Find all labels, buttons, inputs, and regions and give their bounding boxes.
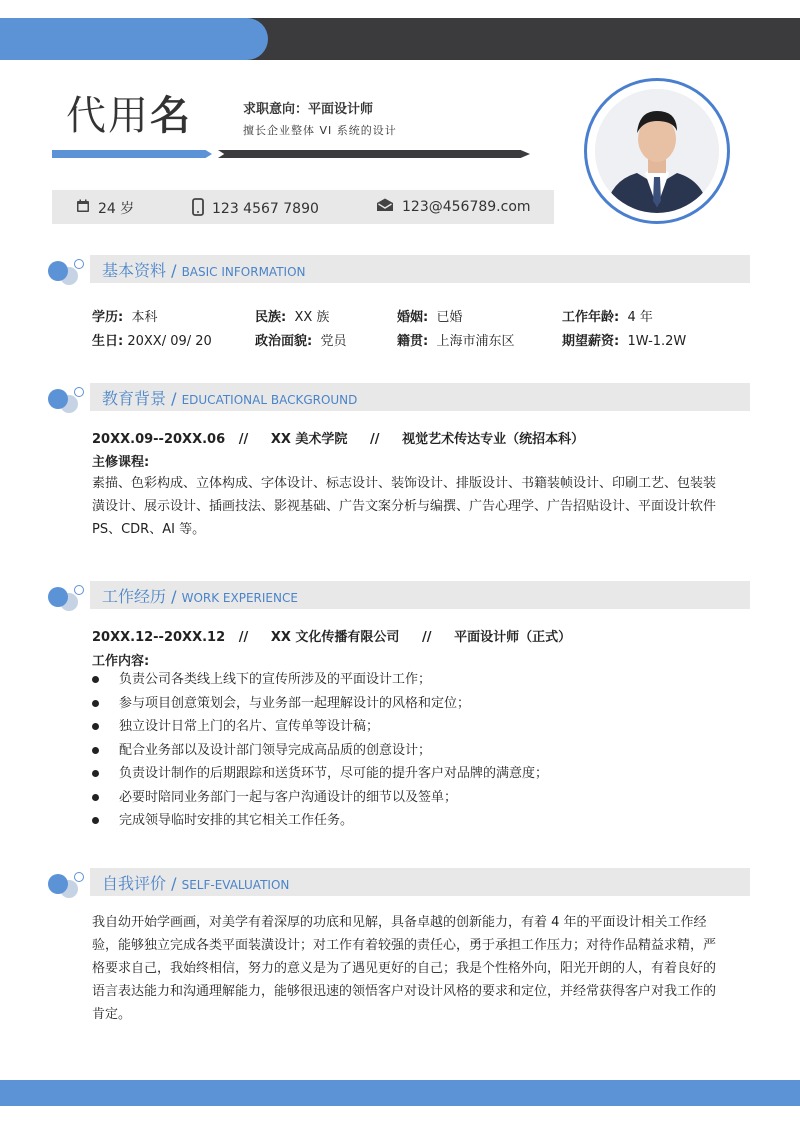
list-item: 独立设计日常上门的名片、宣传单等设计稿； bbox=[92, 717, 548, 741]
decor-circle bbox=[74, 387, 84, 397]
email-icon bbox=[376, 198, 394, 216]
info-salary: 期望薪资: 1W-1.2W bbox=[562, 334, 687, 349]
age-item bbox=[76, 198, 134, 218]
phone-icon bbox=[192, 198, 204, 220]
info-birthday: 生日: 20XX/ 09/ 20 bbox=[92, 334, 212, 349]
calendar-icon bbox=[76, 199, 90, 217]
list-item: 必要时陪同业务部门一起与客户沟通设计的细节以及签单； bbox=[92, 788, 548, 812]
age-text: 24 岁 bbox=[98, 201, 135, 217]
list-item: 负责公司各类线上线下的宣传所涉及的平面设计工作； bbox=[92, 670, 548, 694]
top-blue-band bbox=[0, 18, 268, 60]
duty-list bbox=[92, 670, 548, 835]
profile-photo bbox=[595, 89, 719, 213]
list-item: 负责设计制作的后期跟踪和送货环节，尽可能的提升客户对品牌的满意度； bbox=[92, 764, 548, 788]
phone-text: 123 4567 7890 bbox=[212, 201, 319, 217]
decor-circle bbox=[48, 389, 68, 409]
section-title: 自我评价 / SELF-EVALUATION bbox=[102, 874, 290, 893]
section-header-basic bbox=[48, 255, 750, 285]
job-objective: 求职意向：平面设计师 bbox=[243, 102, 374, 117]
info-ethnic: 民族: XX 族 bbox=[255, 310, 330, 325]
work-entry: 20XX.12--20XX.12 // XX 文化传播有限公司 // 平面设计师（正式） bbox=[92, 630, 572, 645]
education-entry: 20XX.09--20XX.06 // XX 美术学院 // 视觉艺术传达专业（统招本科） bbox=[92, 432, 585, 447]
decor-circle bbox=[74, 872, 84, 882]
info-education: 学历: 本科 bbox=[92, 310, 158, 325]
decor-circle bbox=[48, 874, 68, 894]
bottom-band bbox=[0, 1080, 800, 1106]
phone-item bbox=[192, 198, 319, 220]
courses-text: 素描、色彩构成、立体构成、字体设计、标志设计、装饰设计、排版设计、书籍装帧设计、印刷工艺、包装装潢设计、展示设计、插画技法、影视基础、广告文案分析与编撰、广告心理学、广告招贴设计、平面设计软件 PS、CDR、AI 等。 bbox=[92, 476, 717, 537]
applicant-name: 代用名 bbox=[66, 93, 192, 139]
email-item bbox=[376, 198, 531, 216]
list-item: 完成领导临时安排的其它相关工作任务。 bbox=[92, 811, 548, 835]
section-header-education bbox=[48, 383, 750, 413]
section-header-work bbox=[48, 581, 750, 611]
work-content-label: 工作内容: bbox=[92, 654, 150, 669]
list-item: 参与项目创意策划会，与业务部一起理解设计的风格和定位； bbox=[92, 694, 548, 718]
section-title: 基本资料 / BASIC INFORMATION bbox=[102, 261, 306, 280]
info-work-years: 工作年龄: 4 年 bbox=[562, 310, 653, 325]
decor-circle bbox=[48, 261, 68, 281]
info-marital: 婚姻: 已婚 bbox=[397, 310, 463, 325]
section-title: 教育背景 / EDUCATIONAL BACKGROUND bbox=[102, 389, 358, 408]
section-title: 工作经历 / WORK EXPERIENCE bbox=[102, 587, 298, 606]
info-native-place: 籍贯: 上海市浦东区 bbox=[397, 334, 515, 349]
list-item: 配合业务部以及设计部门领导完成高品质的创意设计； bbox=[92, 741, 548, 765]
self-evaluation-text: 我自幼开始学画画，对美学有着深厚的功底和见解，具备卓越的创新能力，有着 4 年的平面设计相关工作经验，能够独立完成各类平面装潢设计；对工作有着较强的责任心，勇于承担工作压力；对待作品精益求精，严格要求自己，我始终相信，努力的意义是为了遇见更好的自己；我是个性格外向，阳光开朗的人，有着良好的语言表达能力和沟通理解能力，能够很迅速的领悟客户对设计风格的要求和定位，并经常获得客户对我工作的肯定。 bbox=[92, 915, 717, 1022]
tagline: 擅长企业整体 VI 系统的设计 bbox=[243, 124, 397, 137]
email-text: 123@456789.com bbox=[402, 199, 531, 215]
decor-circle bbox=[48, 587, 68, 607]
section-header-self-evaluation bbox=[48, 868, 750, 898]
info-political: 政治面貌: 党员 bbox=[255, 334, 347, 349]
dark-arrow-bar bbox=[218, 150, 530, 158]
decor-circle bbox=[74, 585, 84, 595]
decor-circle bbox=[74, 259, 84, 269]
courses-label: 主修课程: bbox=[92, 455, 150, 470]
profile-photo-frame bbox=[584, 78, 730, 224]
accent-arrow-bar bbox=[52, 150, 212, 158]
contact-bar bbox=[52, 190, 554, 224]
